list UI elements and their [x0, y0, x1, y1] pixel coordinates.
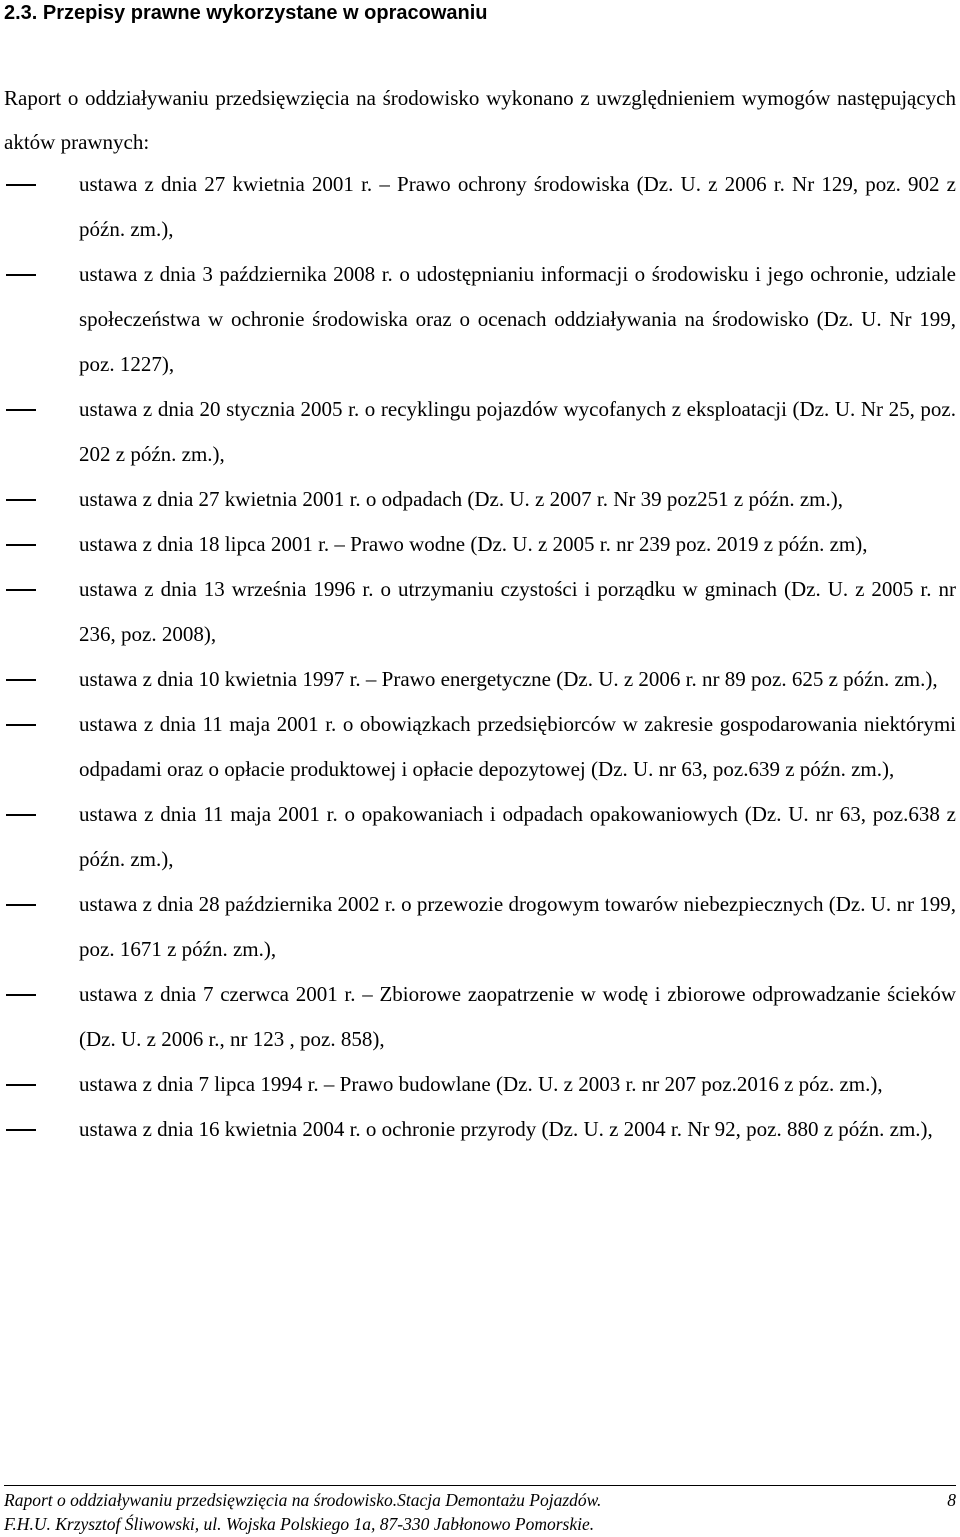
list-item [0, 567, 960, 657]
law-text: ustawa z dnia 27 kwietnia 2001 r. – Prawo ochrony środowiska (Dz. U. z 2006 r. Nr 129, poz. 902 z późn. zm.), [79, 172, 956, 241]
dash-bullet [6, 1084, 36, 1086]
list-item [0, 162, 960, 252]
footer-line-1 [4, 1488, 956, 1512]
law-text: ustawa z dnia 3 października 2008 r. o udostępnianiu informacji o środowisku i jego ochronie, udziale społeczeństwa w ochronie środowiska oraz o ocenach oddziaływania na środowisko (Dz. U. Nr 199, poz. 1227), [79, 262, 956, 376]
law-text: ustawa z dnia 20 stycznia 2005 r. o recyklingu pojazdów wycofanych z eksploatacji (Dz. U. Nr 25, poz. 202 z późn. zm.), [79, 397, 956, 466]
list-item [0, 882, 960, 972]
list-item [0, 252, 960, 387]
law-text: ustawa z dnia 28 października 2002 r. o przewozie drogowym towarów niebezpiecznych (Dz. U. nr 199, poz. 1671 z późn. zm.), [79, 892, 956, 961]
list-item [0, 657, 960, 702]
dash-bullet [6, 1129, 36, 1131]
list-item [0, 972, 960, 1062]
section-heading: 2.3. Przepisy prawne wykorzystane w opracowaniu [4, 2, 488, 24]
dash-bullet [6, 274, 36, 276]
law-text: ustawa z dnia 11 maja 2001 r. o obowiązkach przedsiębiorców w zakresie gospodarowania niektórymi odpadami oraz o opłacie produktowej i opłacie depozytowej (Dz. U. nr 63, poz.639 z późn. zm.), [79, 712, 956, 781]
list-item [0, 477, 960, 522]
page-number: 8 [947, 1490, 956, 1510]
list-item [0, 1062, 960, 1107]
dash-bullet [6, 544, 36, 546]
dash-bullet [6, 184, 36, 186]
law-text: ustawa z dnia 7 czerwca 2001 r. – Zbiorowe zaopatrzenie w wodę i zbiorowe odprowadzanie ścieków (Dz. U. z 2006 r., nr 123 , poz. 858), [79, 982, 956, 1051]
footer-report-title: Raport o oddziaływaniu przedsięwzięcia na środowisko.Stacja Demontażu Pojazdów. [4, 1490, 602, 1510]
laws-list [0, 162, 960, 1152]
dash-bullet [6, 904, 36, 906]
law-text: ustawa z dnia 13 września 1996 r. o utrzymaniu czystości i porządku w gminach (Dz. U. z 2005 r. nr 236, poz. 2008), [79, 577, 956, 646]
dash-bullet [6, 814, 36, 816]
law-text: ustawa z dnia 11 maja 2001 r. o opakowaniach i odpadach opakowaniowych (Dz. U. nr 63, poz.638 z późn. zm.), [79, 802, 956, 871]
dash-bullet [6, 409, 36, 411]
intro-paragraph: Raport o oddziaływaniu przedsięwzięcia na środowisko wykonano z uwzględnieniem wymogów następujących aktów prawnych: [4, 86, 956, 154]
list-item [0, 387, 960, 477]
footer-address: F.H.U. Krzysztof Śliwowski, ul. Wojska Polskiego 1a, 87-330 Jabłonowo Pomorskie. [4, 1514, 595, 1534]
law-text: ustawa z dnia 10 kwietnia 1997 r. – Prawo energetyczne (Dz. U. z 2006 r. nr 89 poz. 625 z późn. zm.), [79, 667, 938, 691]
dash-bullet [6, 724, 36, 726]
footer-divider [4, 1485, 956, 1486]
dash-bullet [6, 499, 36, 501]
law-text: ustawa z dnia 16 kwietnia 2004 r. o ochronie przyrody (Dz. U. z 2004 r. Nr 92, poz. 880 z późn. zm.), [79, 1117, 933, 1141]
law-text: ustawa z dnia 7 lipca 1994 r. – Prawo budowlane (Dz. U. z 2003 r. nr 207 poz.2016 z póz. zm.), [79, 1072, 883, 1096]
law-text: ustawa z dnia 27 kwietnia 2001 r. o odpadach (Dz. U. z 2007 r. Nr 39 poz251 z późn. zm.), [79, 487, 843, 511]
law-text: ustawa z dnia 18 lipca 2001 r. – Prawo wodne (Dz. U. z 2005 r. nr 239 poz. 2019 z późn. zm), [79, 532, 868, 556]
list-item [0, 702, 960, 792]
dash-bullet [6, 679, 36, 681]
list-item [0, 1107, 960, 1152]
dash-bullet [6, 994, 36, 996]
dash-bullet [6, 589, 36, 591]
list-item [0, 792, 960, 882]
list-item [0, 522, 960, 567]
page-footer [4, 1488, 956, 1536]
